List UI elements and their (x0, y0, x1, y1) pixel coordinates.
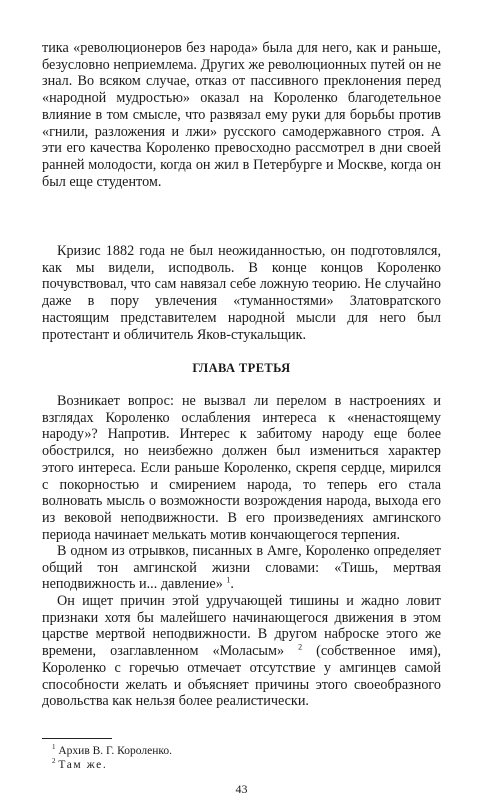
paragraph-search-text-a: Он ищет причин этой удручающей тишины и жадно ловит признаки хотя бы малейшего начинающегося движения в этом царстве мертвой неподвижности. В другом наброске этого же времени, озаглавленном «Моласым» (42, 593, 441, 660)
footnote-ref-2: 2 (298, 642, 303, 652)
footnote-1-text: Архив В. Г. Короленко. (58, 745, 172, 757)
book-page (42, 40, 441, 796)
paragraph-crisis-1882: Кризис 1882 года не был неожиданностью, он подготовлялся, как мы видели, исподволь. В конце концов Короленко почувствовал, что сам навязал себе ложную теорию. Не случайно даже в пору увлечения «туманностями» Златовратского настоящим представителем народной мысли для него был протестант и обличитель Яков-стукальщик. (42, 243, 441, 343)
paragraph-amga-text: В одном из отрывков, писанных в Амге, Короленко определяет общий тон амгинской жизни словами: «Тишь, мертвая неподвижность и... давление» (42, 543, 441, 593)
footnote-ref-1: 1 (226, 575, 231, 585)
footnote-2-text: Там же. (58, 758, 108, 771)
footnote-1-marker: 1 (52, 743, 56, 752)
continuation-paragraph: тика «революционеров без народа» была для него, как и раньше, безусловно неприемлема. Других же революционных путей он не знал. Во всяком случае, отказ от пассивного преклонения перед «народной мудростью» оказал на Короленко благодетельное влияние в том смысле, что развязал ему руки для борьбы против «гнили, разложения и лжи» русского самодержавного строя. А эти его качества Короленко превосходно рассмотрел в дни своей ранней молодости, когда он жил в Петербурге и Москве, когда он был еще студентом. (42, 40, 441, 190)
footnotes (42, 745, 441, 772)
footnote-1 (42, 745, 441, 759)
paragraph-question: Возникает вопрос: не вызвал ли перелом в настроениях и взглядах Короленко ослабления интереса к «ненастоящему народу»? Напротив. Интерес к забитому народу еще более обострился, но неизбежно должен был измениться характер этого интереса. Если раньше Короленко, скрепя сердце, мирился с покорностью и смирением народа, то теперь его стала волновать мысль о возможности возрождения народа, выхода его из вековой неподвижности. В его произведениях амгинского периода начинает мелькать мотив кончающегося терпения. (42, 393, 441, 543)
page-number: 43 (235, 782, 248, 796)
paragraph-search-text-b: (собственное имя), Короленко с горечью отмечает отсутствие у амгинцев самой способности желать и объясняет причины этого своеобразного довольства как нельзя более реалистически. (42, 643, 441, 710)
footnote-2-marker: 2 (52, 756, 56, 765)
chapter-heading: ГЛАВА ТРЕТЬЯ (192, 361, 291, 375)
footnote-2 (42, 756, 441, 773)
paragraph-search (42, 593, 441, 710)
footnote-divider (42, 738, 112, 739)
paragraph-amga: В одном из отрывков, писанных в Амге, Короленко определяет общий тон амгинской жизни словами: «Тишь, мертвая неподвижность и... давление» $^1$. (42, 543, 441, 593)
